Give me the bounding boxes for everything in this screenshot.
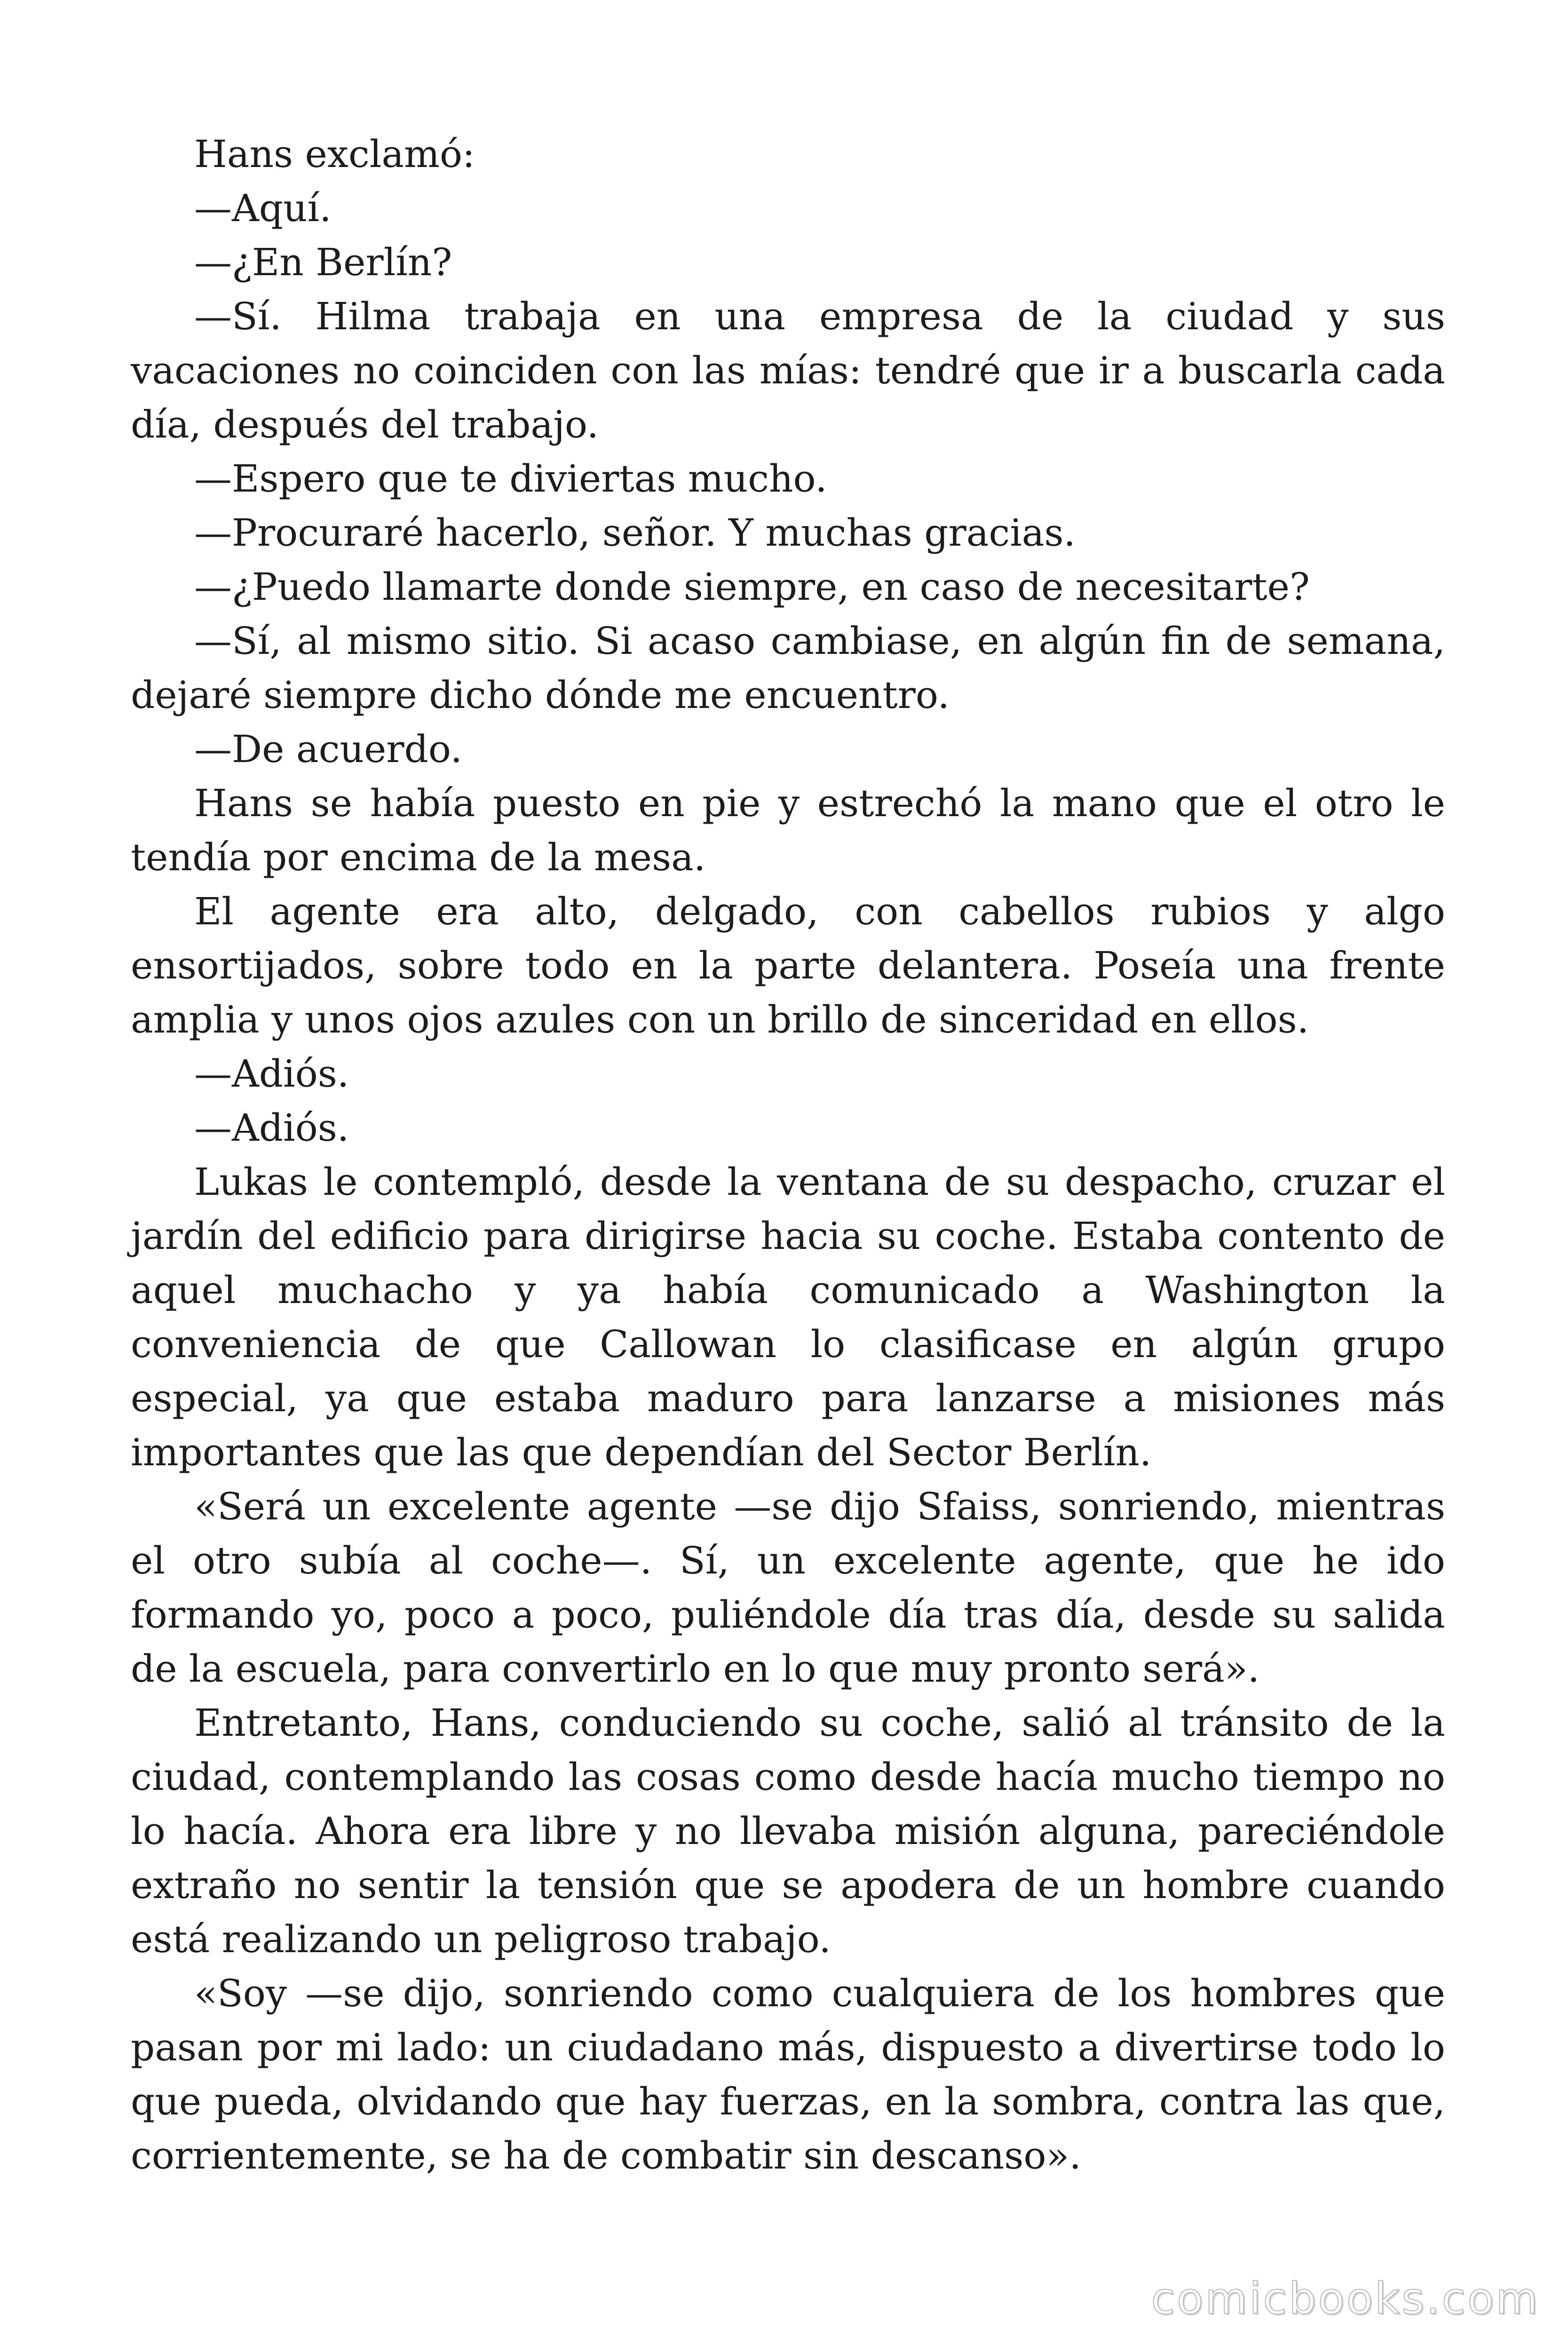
paragraph: «Soy —se dijo, sonriendo como cualquiera de los hombres que pasan por mi lado: un ciudadano más, dispuesto a divertirse todo lo que pueda, olvidando que hay fuerzas, en la sombra, contra las que, corrientemente, se ha de combatir sin descanso». (131, 1971, 1445, 2177)
paragraph: «Será un excelente agente —se dijo Sfaiss, sonriendo, mientras el otro subía al coche—. Sí, un excelente agente, que he ido formando yo, poco a poco, puliéndole día tras día, desde su salida de la escuela, para convertirlo en lo que muy pronto será». (131, 1485, 1445, 1691)
watermark: comicbooks.com (1151, 2273, 1540, 2324)
paragraph: —Espero que te diviertas mucho. (194, 457, 827, 501)
paragraph: —Sí, al mismo sitio. Si acaso cambiase, en algún fin de semana, dejaré siempre dicho dónde me encuentro. (131, 619, 1445, 717)
paragraph: Hans exclamó: (194, 132, 475, 176)
paragraph: Lukas le contempló, desde la ventana de su despacho, cruzar el jardín del edificio para dirigirse hacia su coche. Estaba contento de aquel muchacho y ya había comunicado a Washington la conveniencia de que Callowan lo clasificase en algún grupo especial, ya que estaba maduro para lanzarse a misiones más importantes que las que dependían del Sector Berlín. (131, 1160, 1445, 1474)
paragraph: El agente era alto, delgado, con cabellos rubios y algo ensortijados, sobre todo en la parte delantera. Poseía una frente amplia y unos ojos azules con un brillo de sinceridad en ellos. (131, 890, 1445, 1041)
paragraph: —Procuraré hacerlo, señor. Y muchas gracias. (194, 511, 1076, 555)
paragraph: —Adiós. (194, 1106, 349, 1150)
paragraph: Hans se había puesto en pie y estrechó la mano que el otro le tendía por encima de la mesa. (131, 781, 1445, 879)
paragraph: —¿Puedo llamarte donde siempre, en caso de necesitarte? (194, 565, 1310, 609)
paragraph: —¿En Berlín? (194, 240, 452, 284)
paragraph: —De acuerdo. (194, 727, 462, 771)
paragraph: —Aquí. (194, 186, 332, 230)
paragraph: Entretanto, Hans, conduciendo su coche, salió al tránsito de la ciudad, contemplando las cosas como desde hacía mucho tiempo no lo hacía. Ahora era libre y no llevaba misión alguna, pareciéndole extraño no sentir la tensión que se apodera de un hombre cuando está realizando un peligroso trabajo. (131, 1701, 1445, 1961)
paragraph: —Sí. Hilma trabaja en una empresa de la ciudad y sus vacaciones no coinciden con las mías: tendré que ir a buscarla cada día, después del trabajo. (131, 294, 1445, 446)
page-text (131, 127, 1445, 2183)
paragraph: —Adiós. (194, 1052, 349, 1096)
